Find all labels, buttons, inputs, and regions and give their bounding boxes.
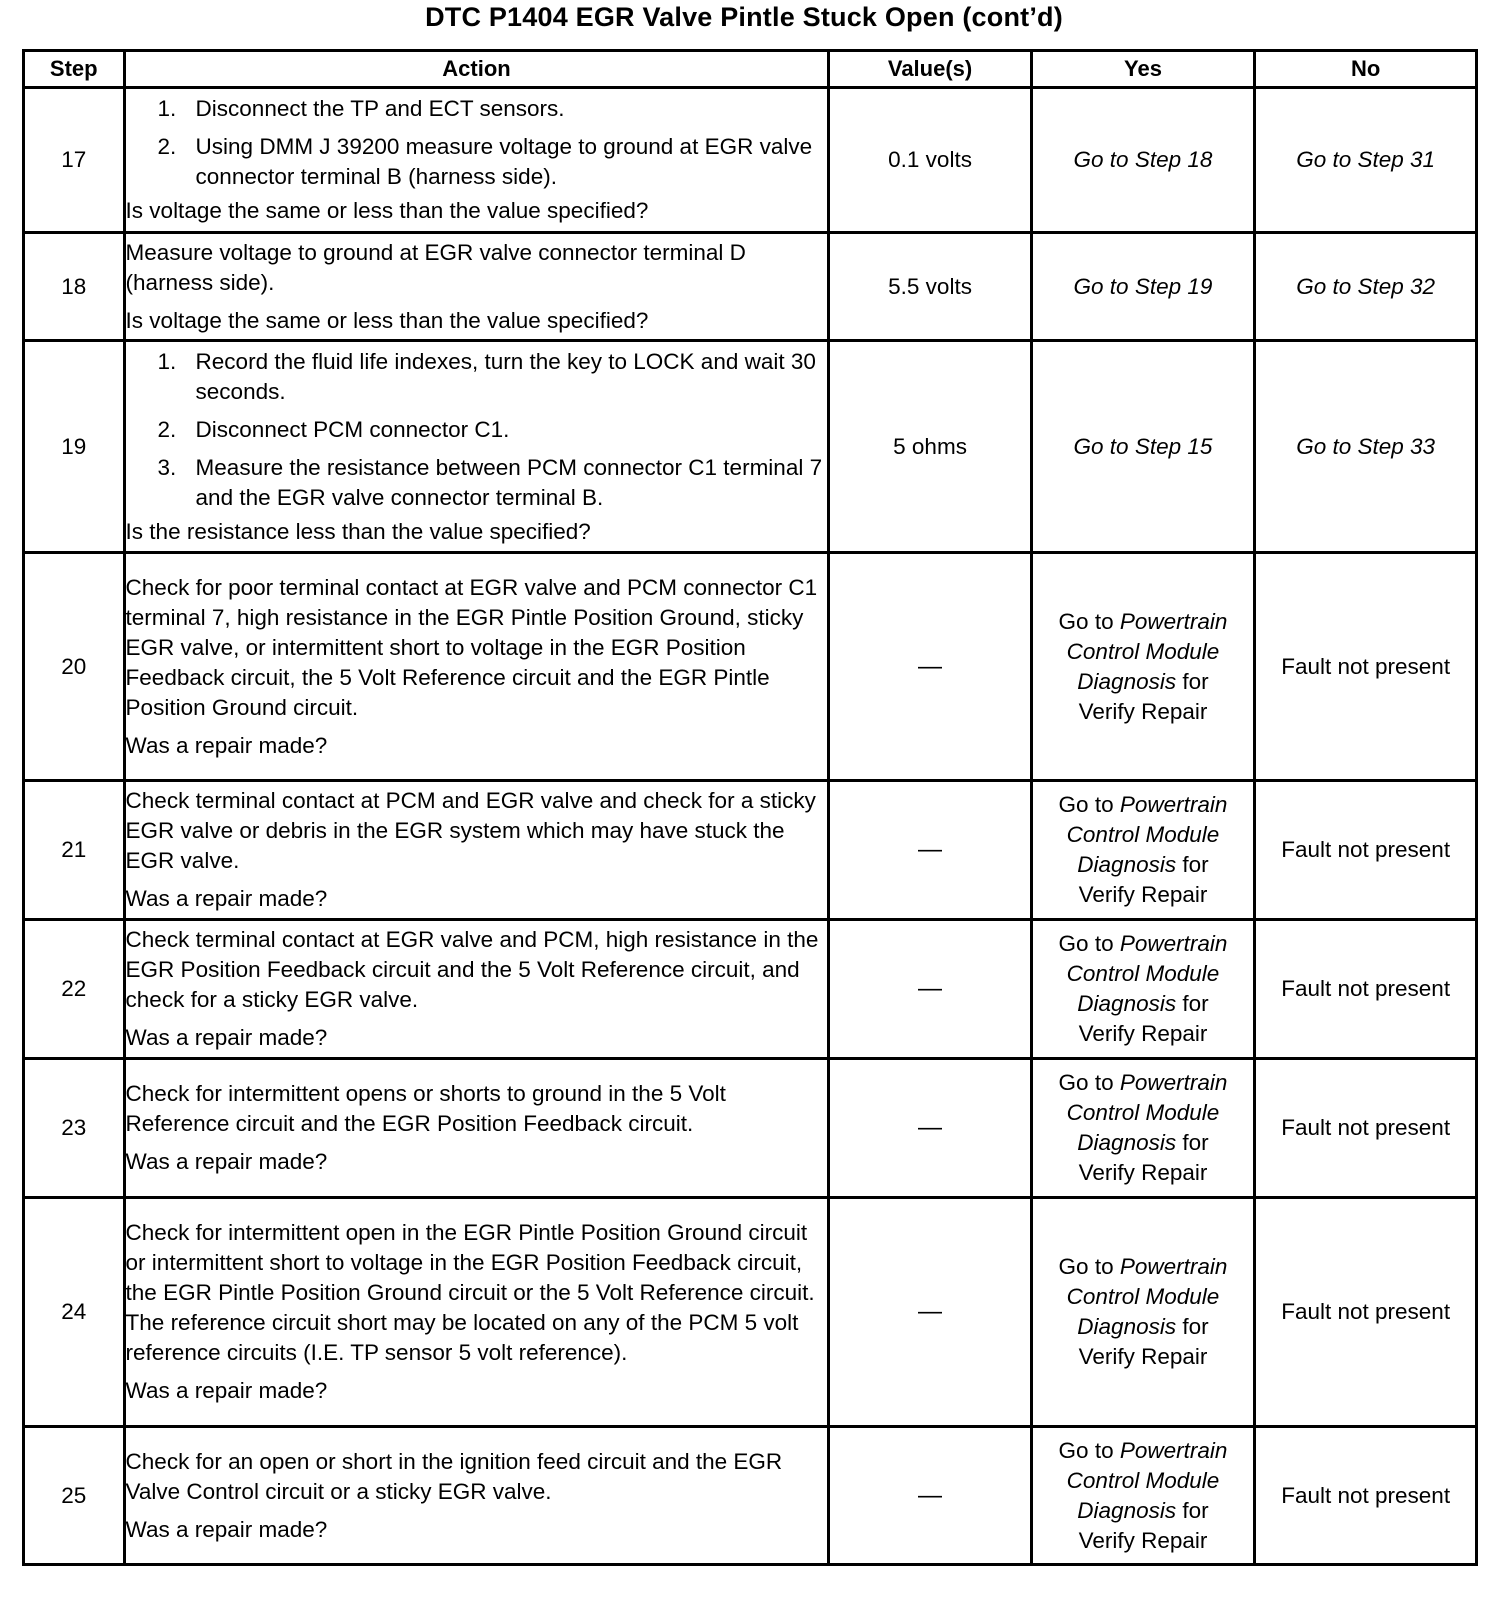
- action-cell: [124, 1059, 829, 1198]
- yes-go-to-text: Go to: [1058, 1254, 1114, 1279]
- yes-goto-link: Go to Step 18: [1073, 147, 1213, 172]
- yes-link-powertrain[interactable]: Powertrain: [1119, 1070, 1228, 1095]
- list-item-text: Using DMM J 39200 measure voltage to ground at EGR valve connector terminal B (harness side).: [195, 134, 813, 189]
- step-number: 18: [24, 233, 125, 341]
- list-item: [126, 415, 828, 445]
- yes-link-powertrain[interactable]: Powertrain: [1119, 608, 1228, 634]
- action-cell: [124, 920, 829, 1059]
- table-header-row: [24, 51, 1477, 88]
- action-text: Check terminal contact at PCM and EGR valve and check for a sticky EGR valve or debris in the EGR system which may have stuck the EGR valve.: [125, 788, 816, 873]
- document-title: DTC P1404 EGR Valve Pintle Stuck Open (cont’d): [425, 2, 1063, 32]
- step-number: 20: [24, 553, 125, 781]
- value-cell: [829, 920, 1031, 1059]
- yes-line: [1033, 820, 1254, 850]
- yes-go-to: [1033, 790, 1254, 820]
- table-row: [24, 1427, 1477, 1565]
- yes-for-text: for: [1182, 1130, 1209, 1155]
- no-cell: Fault not present: [1255, 1198, 1477, 1427]
- action-cell: [124, 341, 829, 553]
- yes-link-diagnosis[interactable]: Diagnosis: [1077, 1314, 1177, 1339]
- yes-link-powertrain[interactable]: Powertrain: [1119, 792, 1228, 817]
- table-row: [24, 553, 1477, 781]
- yes-link-powertrain[interactable]: Powertrain: [1119, 1254, 1228, 1279]
- step-number: 25: [24, 1427, 125, 1565]
- yes-for-text: for: [1182, 991, 1209, 1016]
- yes-cell: [1031, 1059, 1255, 1198]
- value-dash: —: [918, 652, 943, 680]
- action-text: Check for an open or short in the ignition feed circuit and the EGR Valve Control circuit or a sticky EGR valve.: [125, 1448, 783, 1504]
- yes-line: [1033, 959, 1254, 989]
- action-question: Was a repair made?: [125, 1378, 328, 1403]
- yes-go-to: [1033, 1068, 1254, 1098]
- step-number: 19: [24, 341, 125, 553]
- yes-line: [1033, 1312, 1254, 1342]
- action-question: Was a repair made?: [125, 1516, 328, 1542]
- value-cell: [829, 553, 1031, 781]
- no-cell: Fault not present: [1255, 920, 1477, 1059]
- yes-go-to: [1033, 1252, 1254, 1282]
- step-number: 21: [24, 781, 125, 920]
- header-action: Action: [124, 51, 829, 88]
- yes-link-control-module[interactable]: Control Module: [1066, 1100, 1220, 1125]
- step-number: 22: [24, 920, 125, 1059]
- action-text: Check for intermittent opens or shorts to ground in the 5 Volt Reference circuit and the EGR Position Feedback circuit.: [125, 1081, 726, 1136]
- yes-link-diagnosis[interactable]: Diagnosis: [1077, 668, 1177, 694]
- yes-goto-link: Go to Step 15: [1073, 433, 1213, 459]
- step-number: 23: [24, 1059, 125, 1198]
- value-dash: —: [918, 836, 943, 863]
- yes-link-diagnosis[interactable]: Diagnosis: [1077, 852, 1177, 877]
- action-question: Was a repair made?: [125, 1149, 328, 1174]
- table-row: [24, 233, 1477, 341]
- no-goto-link: Go to Step 33: [1296, 433, 1436, 459]
- yes-verify-repair: Verify Repair: [1078, 1344, 1208, 1369]
- value-cell: 0.1 volts: [829, 88, 1031, 233]
- header-yes: Yes: [1031, 51, 1255, 88]
- yes-verify-repair: Verify Repair: [1078, 1527, 1208, 1553]
- table-row: [24, 88, 1477, 233]
- table-row: [24, 1198, 1477, 1427]
- no-cell: [1255, 341, 1477, 553]
- table-row: [24, 920, 1477, 1059]
- yes-line: [1033, 989, 1254, 1019]
- no-cell: Fault not present: [1255, 1059, 1477, 1198]
- yes-line: [1033, 1282, 1254, 1312]
- header-values: Value(s): [829, 51, 1031, 88]
- action-question: Was a repair made?: [125, 886, 328, 911]
- yes-line: [1033, 1128, 1254, 1158]
- yes-cell: [1031, 1427, 1255, 1565]
- list-item-number: 1.: [157, 348, 177, 374]
- yes-go-to-text: Go to: [1058, 792, 1114, 817]
- list-item-number: 2.: [157, 134, 177, 159]
- yes-go-to: [1033, 607, 1254, 637]
- value-cell: [829, 781, 1031, 920]
- yes-link-diagnosis[interactable]: Diagnosis: [1077, 1497, 1177, 1523]
- action-cell: [124, 1198, 829, 1427]
- table-row: [24, 781, 1477, 920]
- step-number: 24: [24, 1198, 125, 1427]
- yes-line: [1033, 1496, 1254, 1526]
- step-number: 17: [24, 88, 125, 233]
- action-cell: [124, 1427, 829, 1565]
- value-cell: [829, 1059, 1031, 1198]
- yes-link-powertrain[interactable]: Powertrain: [1119, 931, 1228, 956]
- yes-cell: [1031, 553, 1255, 781]
- table-row: [24, 1059, 1477, 1198]
- list-item-text: Disconnect the TP and ECT sensors.: [195, 96, 565, 121]
- yes-link-powertrain[interactable]: Powertrain: [1119, 1437, 1228, 1463]
- action-steps-list: [126, 347, 828, 513]
- yes-go-to: [1033, 929, 1254, 959]
- table-row: [24, 341, 1477, 553]
- value-cell: [829, 1198, 1031, 1427]
- value-dash: —: [918, 1481, 943, 1509]
- yes-cell: [1031, 341, 1255, 553]
- yes-for-text: for: [1182, 1497, 1209, 1523]
- yes-cell: [1031, 88, 1255, 233]
- value-dash: —: [918, 975, 943, 1002]
- yes-verify-repair: Verify Repair: [1078, 1160, 1208, 1185]
- yes-for-text: for: [1182, 852, 1209, 877]
- value-cell: [829, 1427, 1031, 1565]
- yes-link-control-module[interactable]: Control Module: [1066, 1467, 1220, 1493]
- yes-go-to-text: Go to: [1058, 608, 1114, 634]
- header-step: Step: [24, 51, 125, 88]
- list-item: [126, 132, 828, 192]
- yes-cell: [1031, 781, 1255, 920]
- no-cell: Fault not present: [1255, 781, 1477, 920]
- yes-link-control-module[interactable]: Control Module: [1066, 1284, 1220, 1309]
- value-cell: 5 ohms: [829, 341, 1031, 553]
- no-cell: [1255, 233, 1477, 341]
- value-dash: —: [918, 1298, 943, 1325]
- yes-link-diagnosis[interactable]: Diagnosis: [1077, 991, 1177, 1016]
- no-cell: Fault not present: [1255, 553, 1477, 781]
- list-item-number: 3.: [157, 454, 177, 480]
- action-text: Measure voltage to ground at EGR valve connector terminal D (harness side).: [125, 239, 746, 295]
- yes-go-to: [1033, 1436, 1254, 1466]
- action-cell: [124, 233, 829, 341]
- header-no: No: [1255, 51, 1477, 88]
- yes-go-to-text: Go to: [1058, 931, 1114, 956]
- list-item-number: 1.: [157, 96, 177, 121]
- yes-goto-link: Go to Step 19: [1073, 273, 1213, 299]
- yes-verify-repair: Verify Repair: [1078, 698, 1208, 724]
- yes-line: [1033, 667, 1254, 697]
- action-steps-list: [126, 94, 828, 192]
- value-dash: —: [918, 1114, 943, 1141]
- yes-go-to-text: Go to: [1058, 1070, 1114, 1095]
- yes-verify-repair: Verify Repair: [1078, 882, 1208, 907]
- yes-for-text: for: [1182, 1314, 1209, 1339]
- list-item: [126, 347, 828, 407]
- action-text: Check for intermittent open in the EGR Pintle Position Ground circuit or intermittent short to voltage in the EGR Position Feedback circuit, the EGR Pintle Position Ground circuit or the 5 Volt Reference circuit. The reference circuit short may be located on any of the PCM 5 volt reference circuits (I.E. TP sensor 5 volt reference).: [125, 1220, 815, 1365]
- list-item-text: Disconnect PCM connector C1.: [195, 416, 510, 442]
- yes-verify-repair: Verify Repair: [1078, 1021, 1208, 1046]
- action-text: Check terminal contact at EGR valve and PCM, high resistance in the EGR Position Feedback circuit and the 5 Volt Reference circuit, and check for a sticky EGR valve.: [125, 927, 819, 1012]
- list-item: [126, 94, 828, 124]
- yes-cell: [1031, 233, 1255, 341]
- yes-link-control-module[interactable]: Control Module: [1066, 638, 1220, 664]
- yes-link-control-module[interactable]: Control Module: [1066, 961, 1220, 986]
- action-text: Check for poor terminal contact at EGR valve and PCM connector C1 terminal 7, high resistance in the EGR Pintle Position Ground, sticky EGR valve, or intermittent short to voltage in the EGR Position Feedback circuit, the 5 Volt Reference circuit and the EGR Pintle Position Ground circuit.: [125, 574, 818, 720]
- action-question: Is the resistance less than the value specified?: [125, 518, 591, 544]
- diagnostic-table: [22, 49, 1478, 1566]
- yes-cell: [1031, 1198, 1255, 1427]
- action-cell: [124, 781, 829, 920]
- no-goto-link: Go to Step 32: [1296, 273, 1436, 299]
- action-cell: [124, 88, 829, 233]
- no-cell: Fault not present: [1255, 1427, 1477, 1565]
- yes-line: [1033, 850, 1254, 880]
- yes-cell: [1031, 920, 1255, 1059]
- no-cell: [1255, 88, 1477, 233]
- list-item-text: Record the fluid life indexes, turn the key to LOCK and wait 30 seconds.: [195, 348, 816, 404]
- yes-for-text: for: [1182, 668, 1209, 694]
- yes-line: [1033, 637, 1254, 667]
- yes-line: [1033, 1098, 1254, 1128]
- action-question: Was a repair made?: [125, 732, 328, 758]
- list-item-text: Measure the resistance between PCM connector C1 terminal 7 and the EGR valve connector terminal B.: [195, 454, 823, 510]
- action-question: Is voltage the same or less than the value specified?: [125, 198, 649, 223]
- list-item: [126, 453, 828, 513]
- yes-line: [1033, 1466, 1254, 1496]
- yes-go-to-text: Go to: [1058, 1437, 1114, 1463]
- yes-link-diagnosis[interactable]: Diagnosis: [1077, 1130, 1177, 1155]
- action-cell: [124, 553, 829, 781]
- list-item-number: 2.: [157, 416, 177, 442]
- value-cell: 5.5 volts: [829, 233, 1031, 341]
- no-goto-link: Go to Step 31: [1296, 147, 1436, 172]
- action-question: Was a repair made?: [125, 1025, 328, 1050]
- action-question: Is voltage the same or less than the value specified?: [125, 307, 649, 333]
- yes-link-control-module[interactable]: Control Module: [1066, 822, 1220, 847]
